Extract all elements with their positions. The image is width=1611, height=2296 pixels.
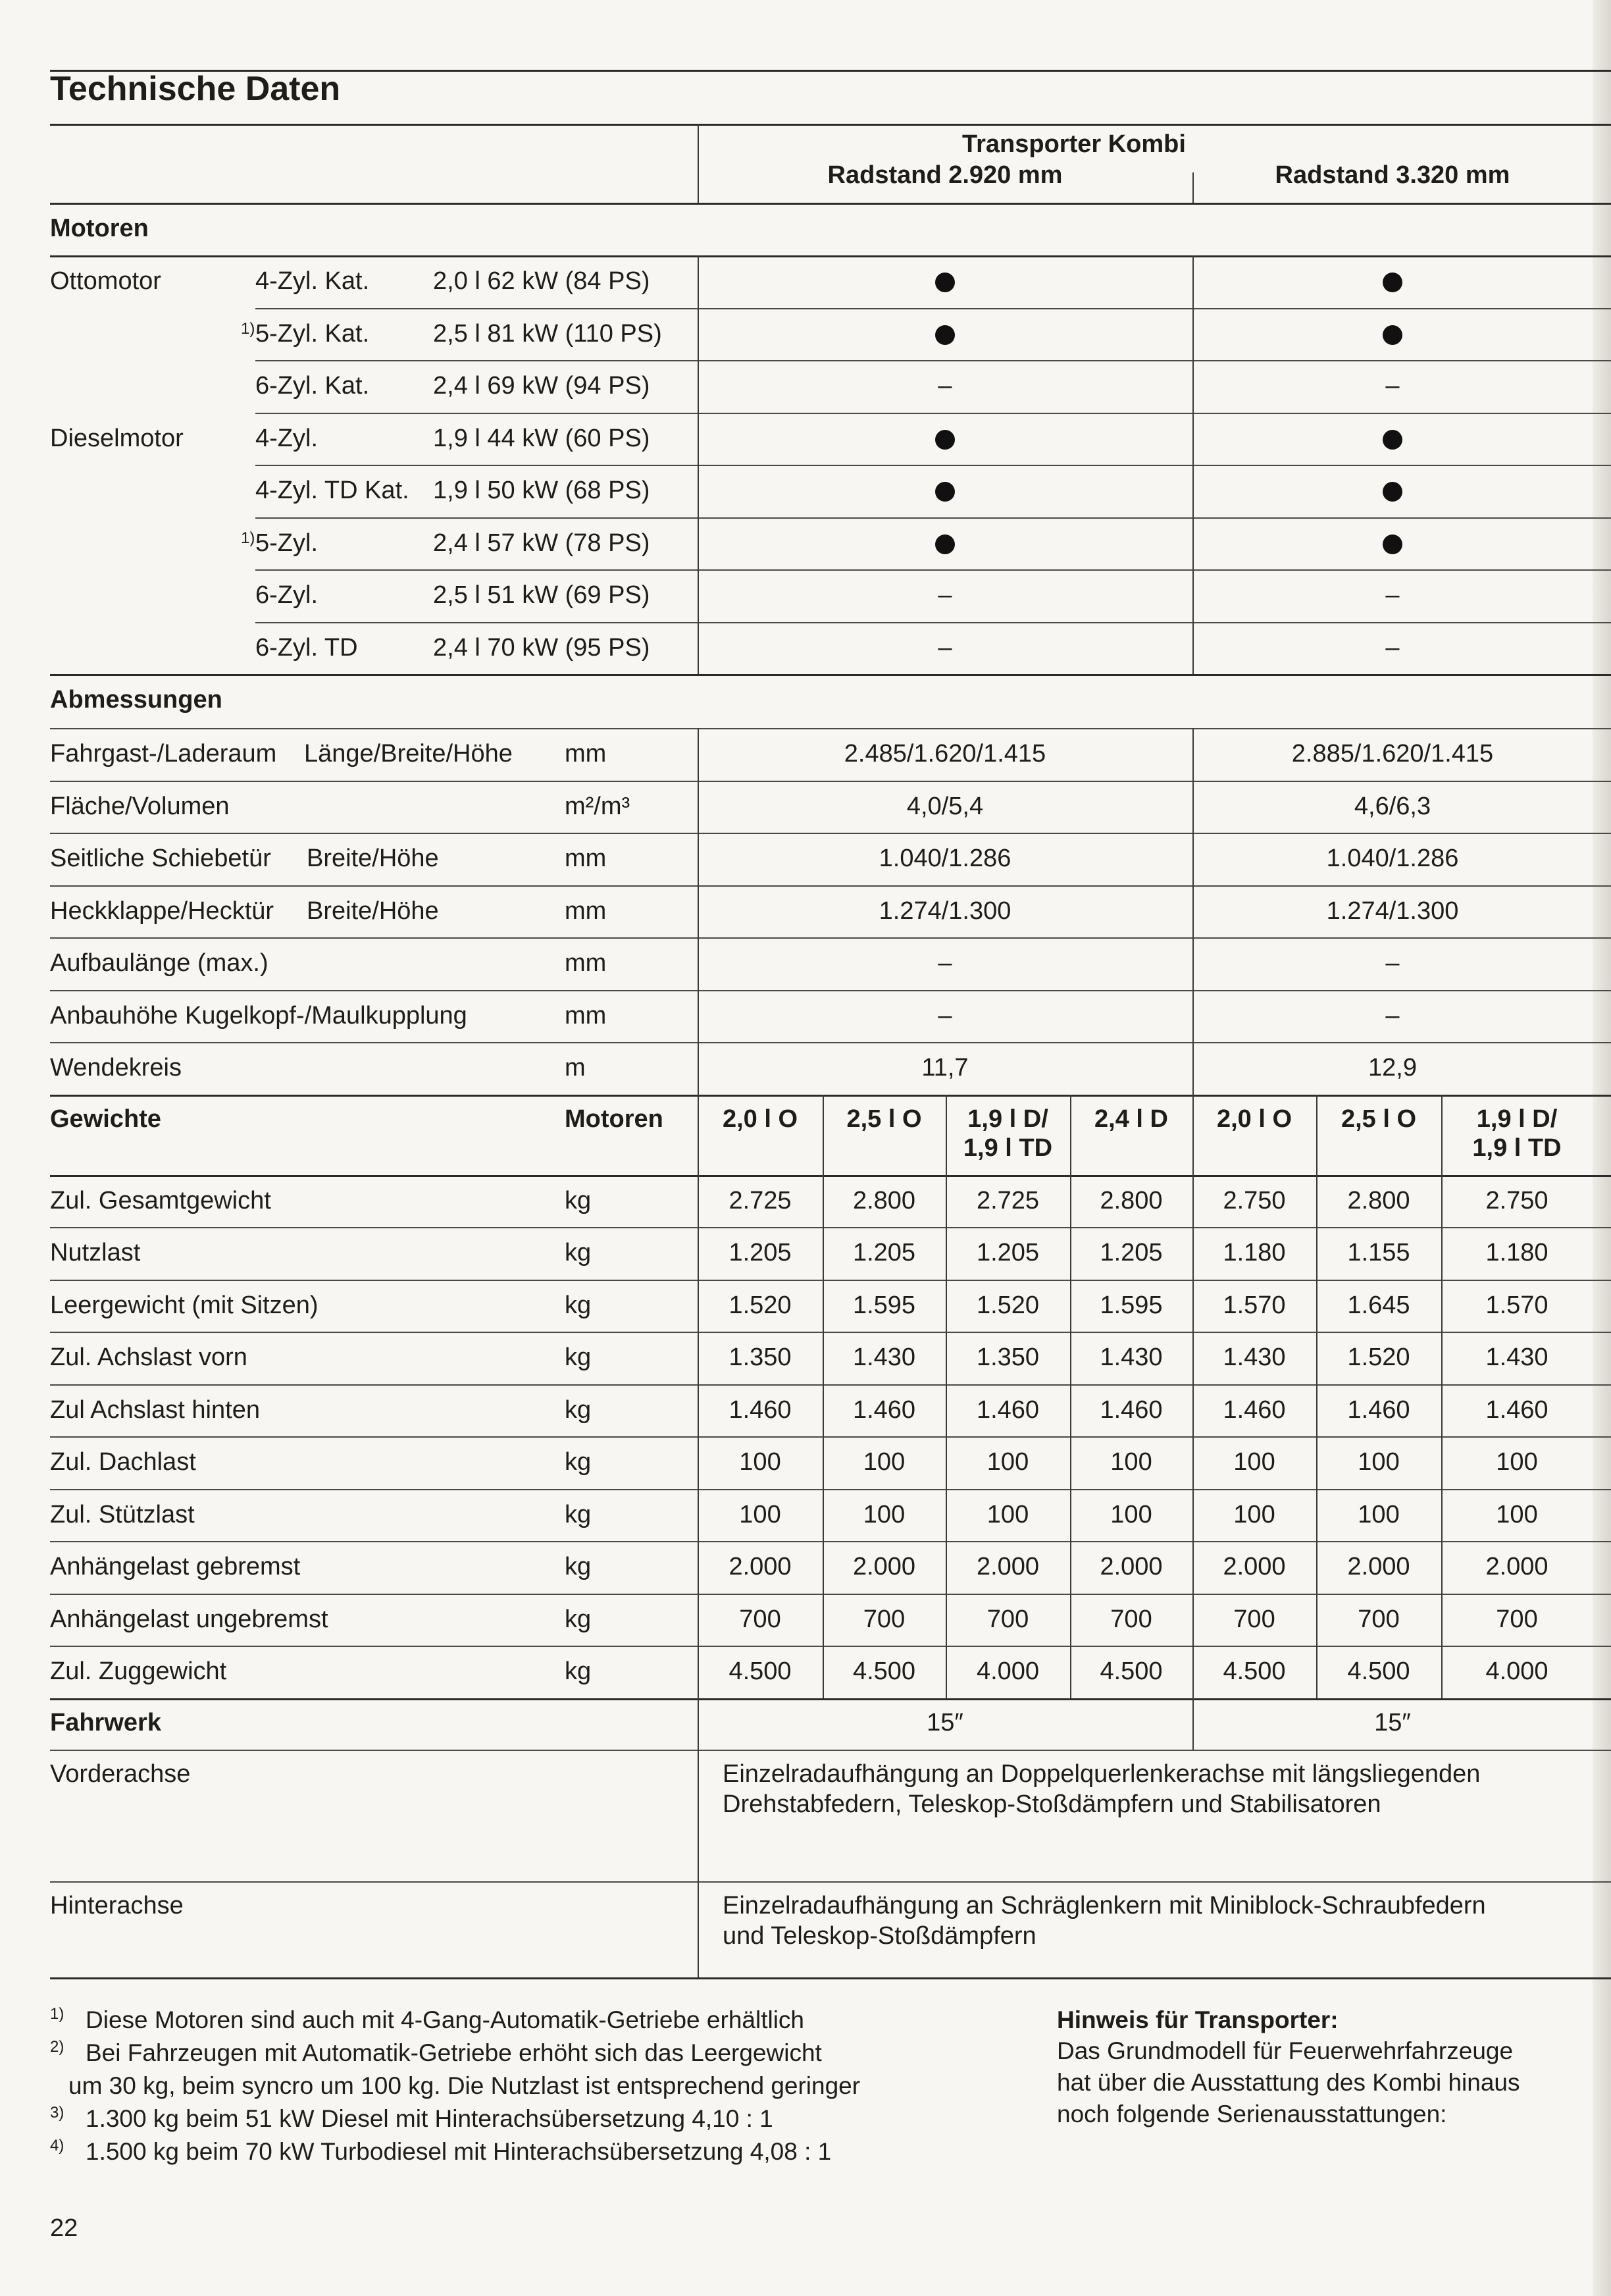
- motor-spec: 1,9 l 44 kW (60 PS): [433, 424, 650, 452]
- rule-line: [255, 413, 1611, 414]
- weight-value: 2.750: [1485, 1186, 1548, 1214]
- weight-value: 100: [1233, 1500, 1275, 1528]
- weight-value: 1.460: [1485, 1396, 1548, 1424]
- footnote-mark: 2): [50, 2037, 64, 2056]
- weight-unit: kg: [565, 1448, 592, 1476]
- motor-cylinders: 6-Zyl.: [255, 581, 318, 609]
- motor-cylinders: 5-Zyl. Kat.: [255, 319, 370, 348]
- availability-dash: –: [938, 633, 952, 662]
- weight-value: 1.570: [1485, 1291, 1548, 1319]
- weight-value: 1.350: [976, 1344, 1040, 1371]
- weight-value: 1.460: [976, 1396, 1040, 1424]
- rear-axle-text: Einzelradaufhängung an Schräglenkern mit Miniblock-Schraubfedern: [723, 1891, 1486, 1919]
- weight-value: 100: [863, 1448, 906, 1476]
- hinweis-text: noch folgende Serienausstattungen:: [1057, 2100, 1447, 2127]
- section-heading-abmessungen: Abmessungen: [50, 686, 222, 714]
- dimension-value-2920: –: [938, 1001, 952, 1030]
- weight-value: 1.520: [729, 1291, 792, 1319]
- availability-dot: [935, 325, 955, 345]
- weight-value: 2.800: [1100, 1186, 1163, 1214]
- page-edge: [1593, 0, 1611, 2296]
- motor-cylinders: 4-Zyl.: [255, 424, 318, 452]
- weight-value: 4.500: [729, 1657, 792, 1685]
- column-divider: [698, 728, 699, 1095]
- dimension-label: Seitliche Schiebetür: [50, 845, 271, 872]
- header-col1: Radstand 2.920 mm: [827, 161, 1063, 189]
- dimension-label: Anbauhöhe Kugelkopf-/Maulkupplung: [50, 1001, 467, 1030]
- front-axle-text: Einzelradaufhängung an Doppelquerlenkerachse mit längsliegenden: [723, 1760, 1481, 1788]
- engine-column-header-line2: 1,9 l TD: [963, 1134, 1053, 1162]
- availability-dash: –: [938, 581, 952, 609]
- weight-value: 1.460: [1223, 1396, 1286, 1424]
- motor-spec: 1,9 l 50 kW (68 PS): [433, 477, 650, 504]
- motor-type: Dieselmotor: [50, 424, 184, 452]
- hinweis-text: Das Grundmodell für Feuerwehrfahrzeuge: [1057, 2037, 1514, 2064]
- weight-unit: kg: [565, 1657, 592, 1685]
- section-heading-gewichte: Gewichte: [50, 1105, 161, 1133]
- weight-value: 4.000: [1485, 1657, 1548, 1685]
- rule-line: [255, 517, 1611, 519]
- weight-value: 700: [1233, 1605, 1275, 1633]
- dimension-unit: mm: [565, 740, 607, 768]
- availability-dash: –: [1385, 633, 1400, 662]
- dimension-label: Wendekreis: [50, 1054, 182, 1082]
- column-divider: [1070, 1095, 1071, 1698]
- rule-line: [50, 1881, 1611, 1883]
- rule-line: [50, 937, 1611, 939]
- availability-dot: [935, 535, 955, 554]
- dimension-value-3320: 1.040/1.286: [1326, 845, 1459, 872]
- weight-value: 1.205: [729, 1239, 792, 1266]
- column-divider: [1441, 1095, 1443, 1698]
- weight-value: 100: [1233, 1448, 1275, 1476]
- weight-value: 2.000: [852, 1553, 916, 1580]
- weight-label: Nutzlast: [50, 1239, 141, 1266]
- engine-column-header: 1,9 l D/: [967, 1105, 1048, 1133]
- motor-cylinders: 6-Zyl. TD: [255, 633, 358, 662]
- availability-dash: –: [938, 372, 952, 400]
- column-divider: [1316, 1095, 1317, 1698]
- dimension-unit: mm: [565, 949, 607, 977]
- dimension-label: Aufbaulänge (max.): [50, 949, 268, 977]
- dimension-sublabel: Breite/Höhe: [307, 845, 439, 872]
- footnote-text: 1.300 kg beim 51 kW Diesel mit Hinterachsübersetzung 4,10 : 1: [86, 2104, 773, 2132]
- rear-axle-label: Hinterachse: [50, 1891, 184, 1919]
- rule-line: [50, 1227, 1611, 1228]
- rule-line: [50, 1042, 1611, 1043]
- dimension-value-2920: –: [938, 949, 952, 977]
- dimension-value-3320: 4,6/6,3: [1354, 792, 1431, 820]
- dimension-label: Heckklappe/Hecktür: [50, 897, 274, 925]
- availability-dot: [1383, 273, 1402, 292]
- rule-line: [50, 674, 1611, 676]
- availability-dot: [1383, 430, 1402, 450]
- weight-value: 1.460: [1347, 1396, 1410, 1424]
- column-divider: [1192, 1698, 1194, 1750]
- dimension-value-2920: 2.485/1.620/1.415: [844, 740, 1046, 768]
- weight-value: 4.500: [1347, 1657, 1410, 1685]
- weight-label: Leergewicht (mit Sitzen): [50, 1291, 319, 1319]
- hinweis-text: hat über die Ausstattung des Kombi hinaus: [1057, 2068, 1520, 2096]
- rule-line: [255, 308, 1611, 309]
- weight-value: 2.725: [729, 1186, 792, 1214]
- dimension-unit: m: [565, 1054, 586, 1082]
- dimension-unit: mm: [565, 1001, 607, 1030]
- rule-line: [50, 1332, 1611, 1333]
- column-divider: [698, 1095, 699, 1698]
- weight-unit: kg: [565, 1605, 592, 1633]
- motor-cylinders: 6-Zyl. Kat.: [255, 372, 370, 400]
- rule-line: [50, 833, 1611, 834]
- rule-line: [50, 885, 1611, 887]
- engine-column-header: 2,5 l O: [1341, 1105, 1417, 1133]
- weight-value: 4.500: [1223, 1657, 1286, 1685]
- weight-value: 1.205: [852, 1239, 916, 1266]
- dimension-sublabel: Breite/Höhe: [307, 897, 439, 925]
- weight-value: 2.725: [976, 1186, 1040, 1214]
- weight-value: 1.460: [1100, 1396, 1163, 1424]
- weight-value: 1.645: [1347, 1291, 1410, 1319]
- footnote-mark: 4): [50, 2136, 64, 2154]
- weight-value: 100: [1358, 1448, 1400, 1476]
- availability-dot: [935, 430, 955, 450]
- dimension-value-2920: 11,7: [921, 1054, 969, 1082]
- weight-value: 100: [863, 1500, 906, 1528]
- footnote-text: um 30 kg, beim syncro um 100 kg. Die Nutzlast ist entsprechend geringer: [68, 2072, 861, 2099]
- column-divider: [1192, 728, 1194, 1095]
- availability-dot: [1383, 482, 1402, 502]
- weight-value: 1.430: [1485, 1344, 1548, 1371]
- weight-value: 700: [863, 1605, 906, 1633]
- footnote-mark: 1): [50, 2004, 64, 2023]
- availability-dot: [935, 482, 955, 502]
- dimension-value-3320: 2.885/1.620/1.415: [1291, 740, 1494, 768]
- rule-line: [50, 1541, 1611, 1542]
- dimension-value-2920: 1.040/1.286: [879, 845, 1011, 872]
- footnote-text: Bei Fahrzeugen mit Automatik-Getriebe erhöht sich das Leergewicht: [86, 2039, 822, 2066]
- motor-spec: 2,0 l 62 kW (84 PS): [433, 267, 650, 295]
- weight-value: 700: [986, 1605, 1029, 1633]
- motor-spec: 2,4 l 69 kW (94 PS): [433, 372, 650, 400]
- motor-spec: 2,5 l 51 kW (69 PS): [433, 581, 650, 609]
- motor-type: Ottomotor: [50, 267, 161, 295]
- rule-line: [50, 203, 1611, 205]
- footnote-ref: 1): [241, 319, 255, 338]
- rule-line: [50, 1175, 1611, 1177]
- hinweis-title: Hinweis für Transporter:: [1057, 2006, 1339, 2033]
- rule-line: [255, 622, 1611, 623]
- weight-value: 1.180: [1223, 1239, 1286, 1266]
- rule-line: [255, 465, 1611, 466]
- rule-line: [50, 1646, 1611, 1647]
- weight-value: 1.205: [1100, 1239, 1163, 1266]
- dimension-unit: mm: [565, 897, 607, 925]
- rule-line: [50, 990, 1611, 991]
- weight-value: 1.520: [976, 1291, 1040, 1319]
- weight-value: 1.520: [1347, 1344, 1410, 1371]
- weight-value: 100: [739, 1448, 781, 1476]
- rule-line: [50, 1436, 1611, 1438]
- engine-column-header-line2: 1,9 l TD: [1472, 1134, 1562, 1162]
- rule-line: [50, 1594, 1611, 1595]
- engine-column-header: 2,5 l O: [846, 1105, 922, 1133]
- wheel-size-2920: 15″: [927, 1708, 963, 1736]
- weight-value: 2.750: [1223, 1186, 1286, 1214]
- motor-cylinders: 5-Zyl.: [255, 529, 318, 557]
- availability-dot: [935, 273, 955, 292]
- weight-value: 100: [1496, 1448, 1538, 1476]
- weight-value: 2.000: [976, 1553, 1040, 1580]
- footnote-mark: 3): [50, 2103, 64, 2122]
- weight-value: 1.350: [729, 1344, 792, 1371]
- rule-line: [50, 124, 1611, 126]
- weight-unit: kg: [565, 1239, 592, 1266]
- weight-unit: kg: [565, 1396, 592, 1424]
- rule-line: [50, 728, 1611, 729]
- weight-value: 100: [1110, 1500, 1152, 1528]
- page-number: 22: [50, 2214, 78, 2242]
- rule-line: [50, 255, 1611, 257]
- wheel-size-3320: 15″: [1374, 1708, 1411, 1736]
- weight-value: 1.460: [852, 1396, 916, 1424]
- rule-line: [50, 1698, 1611, 1700]
- availability-dash: –: [1385, 581, 1400, 609]
- rule-line: [50, 1977, 1611, 1979]
- weight-label: Zul. Zuggewicht: [50, 1657, 227, 1685]
- weight-label: Zul. Stützlast: [50, 1500, 195, 1528]
- column-divider: [698, 124, 699, 203]
- engine-column-header: 2,4 l D: [1094, 1105, 1168, 1133]
- column-divider: [1192, 1095, 1194, 1698]
- weight-value: 1.430: [1100, 1344, 1163, 1371]
- availability-dot: [1383, 325, 1402, 345]
- dimension-value-3320: 12,9: [1368, 1054, 1417, 1082]
- dimension-value-3320: –: [1385, 1001, 1400, 1030]
- weight-value: 1.180: [1485, 1239, 1548, 1266]
- rule-line: [50, 1750, 1611, 1751]
- weight-value: 4.500: [1100, 1657, 1163, 1685]
- footnote-ref: 1): [241, 529, 255, 547]
- page-title: Technische Daten: [50, 70, 341, 108]
- motor-cylinders: 4-Zyl. Kat.: [255, 267, 370, 295]
- weight-value: 1.460: [729, 1396, 792, 1424]
- weight-value: 1.595: [852, 1291, 916, 1319]
- dimension-label: Fläche/Volumen: [50, 792, 230, 820]
- section-heading-fahrwerk: Fahrwerk: [50, 1708, 161, 1736]
- weight-value: 700: [1358, 1605, 1400, 1633]
- column-divider: [698, 1698, 699, 1977]
- weight-label: Anhängelast ungebremst: [50, 1605, 328, 1633]
- weight-value: 4.500: [852, 1657, 916, 1685]
- weight-label: Anhängelast gebremst: [50, 1553, 301, 1580]
- column-divider: [946, 1095, 947, 1698]
- weight-value: 100: [1110, 1448, 1152, 1476]
- weight-value: 1.205: [976, 1239, 1040, 1266]
- weight-value: 1.430: [852, 1344, 916, 1371]
- weight-value: 700: [739, 1605, 781, 1633]
- dimension-value-2920: 1.274/1.300: [879, 897, 1011, 925]
- dimension-value-3320: 1.274/1.300: [1326, 897, 1459, 925]
- weight-value: 2.000: [729, 1553, 792, 1580]
- weight-value: 1.595: [1100, 1291, 1163, 1319]
- availability-dot: [1383, 535, 1402, 554]
- column-divider: [698, 255, 699, 674]
- rule-line: [50, 1489, 1611, 1490]
- motor-spec: 2,4 l 57 kW (78 PS): [433, 529, 650, 557]
- column-divider: [1192, 172, 1194, 203]
- weight-value: 2.000: [1223, 1553, 1286, 1580]
- dimension-sublabel: Länge/Breite/Höhe: [304, 740, 513, 768]
- weight-value: 100: [1496, 1500, 1538, 1528]
- header-col2: Radstand 3.320 mm: [1275, 161, 1510, 189]
- dimension-label: Fahrgast-/Laderaum: [50, 740, 277, 768]
- dimension-unit: mm: [565, 845, 607, 872]
- weight-value: 100: [1358, 1500, 1400, 1528]
- engine-column-header: 1,9 l D/: [1476, 1105, 1558, 1133]
- weight-value: 100: [739, 1500, 781, 1528]
- motor-spec: 2,5 l 81 kW (110 PS): [433, 319, 662, 348]
- weight-value: 100: [986, 1500, 1029, 1528]
- rear-axle-text-line2: und Teleskop-Stoßdämpfern: [723, 1921, 1036, 1950]
- footnote-text: 1.500 kg beim 70 kW Turbodiesel mit Hinterachsübersetzung 4,08 : 1: [86, 2137, 832, 2165]
- weight-value: 700: [1110, 1605, 1152, 1633]
- weight-value: 2.800: [852, 1186, 916, 1214]
- rule-line: [50, 781, 1611, 782]
- weight-value: 2.000: [1100, 1553, 1163, 1580]
- column-divider: [1192, 255, 1194, 674]
- weight-label: Zul. Dachlast: [50, 1448, 196, 1476]
- weight-value: 1.155: [1347, 1239, 1410, 1266]
- weight-value: 4.000: [976, 1657, 1040, 1685]
- motor-spec: 2,4 l 70 kW (95 PS): [433, 633, 650, 662]
- weight-unit: kg: [565, 1291, 592, 1319]
- availability-dash: –: [1385, 372, 1400, 400]
- weight-label: Zul Achslast hinten: [50, 1396, 260, 1424]
- motor-cylinders: 4-Zyl. TD Kat.: [255, 477, 409, 504]
- column-divider: [823, 1095, 824, 1698]
- weight-label: Zul. Gesamtgewicht: [50, 1186, 271, 1214]
- weight-value: 1.570: [1223, 1291, 1286, 1319]
- footnote-text: Diese Motoren sind auch mit 4-Gang-Automatik-Getriebe erhältlich: [86, 2006, 804, 2033]
- weight-value: 1.430: [1223, 1344, 1286, 1371]
- front-axle-label: Vorderachse: [50, 1760, 191, 1788]
- weight-value: 100: [986, 1448, 1029, 1476]
- weight-label: Zul. Achslast vorn: [50, 1344, 247, 1371]
- dimension-value-3320: –: [1385, 949, 1400, 977]
- weight-unit: kg: [565, 1553, 592, 1580]
- weight-unit: kg: [565, 1186, 592, 1214]
- weight-value: 700: [1496, 1605, 1538, 1633]
- weight-unit: kg: [565, 1500, 592, 1528]
- engines-label: Motoren: [565, 1105, 663, 1133]
- rule-line: [50, 1280, 1611, 1281]
- dimension-value-2920: 4,0/5,4: [906, 792, 984, 820]
- engine-column-header: 2,0 l O: [1216, 1105, 1292, 1133]
- weight-unit: kg: [565, 1344, 592, 1371]
- dimension-unit: m²/m³: [565, 792, 630, 820]
- weight-value: 2.800: [1347, 1186, 1410, 1214]
- engine-column-header: 2,0 l O: [722, 1105, 798, 1133]
- header-group: Transporter Kombi: [962, 130, 1186, 158]
- weight-value: 2.000: [1485, 1553, 1548, 1580]
- rule-line: [255, 569, 1611, 571]
- section-heading-motoren: Motoren: [50, 215, 149, 242]
- weight-value: 2.000: [1347, 1553, 1410, 1580]
- front-axle-text-line2: Drehstabfedern, Teleskop-Stoßdämpfern und Stabilisatoren: [723, 1790, 1381, 1818]
- rule-line: [50, 1384, 1611, 1386]
- rule-line: [50, 1095, 1611, 1097]
- rule-line: [255, 360, 1611, 361]
